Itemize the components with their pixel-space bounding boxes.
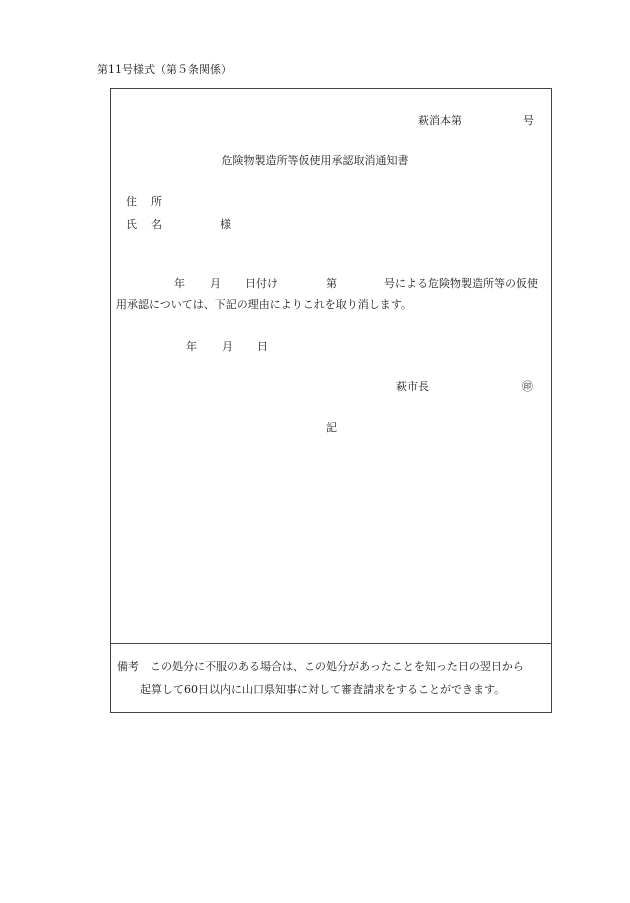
name-label-char-1: 氏: [126, 218, 137, 231]
form-border: [110, 88, 552, 713]
document-title: 危険物製造所等仮使用承認取消通知書: [221, 154, 409, 167]
body-number-label: 第: [326, 277, 337, 290]
honorific-sama: 様: [220, 218, 231, 231]
seal-mark: ㊞: [522, 380, 533, 393]
form-number-label: 第11号様式（第５条関係）: [97, 63, 232, 76]
body-year-label: 年: [174, 277, 185, 290]
issue-date-month-label: 月: [222, 340, 233, 353]
name-label-char-2: 名: [151, 218, 162, 231]
issue-date-year-label: 年: [186, 340, 197, 353]
body-dated-label: 日付け: [245, 277, 278, 290]
body-month-label: 月: [210, 277, 221, 290]
document-number-prefix: 萩消本第: [418, 114, 462, 127]
note-divider: [110, 643, 552, 644]
ki-heading: 記: [326, 421, 337, 434]
issue-date-day-label: 日: [257, 340, 268, 353]
document-number-suffix: 号: [523, 114, 534, 127]
note-line-1: 備考 この処分に不服のある場合は、この処分があったことを知った日の翌日から: [117, 660, 524, 673]
body-line-1-text: 号による危険物製造所等の仮使: [384, 277, 538, 290]
body-line-2-text: 用承認については、下記の理由によりこれを取り消します。: [116, 298, 412, 311]
note-line-2: 起算して60日以内に山口県知事に対して審査請求をすることができます。: [140, 683, 506, 696]
address-label-char-1: 住: [126, 195, 137, 208]
address-label-char-2: 所: [151, 195, 162, 208]
issuer-title: 萩市長: [396, 380, 429, 393]
